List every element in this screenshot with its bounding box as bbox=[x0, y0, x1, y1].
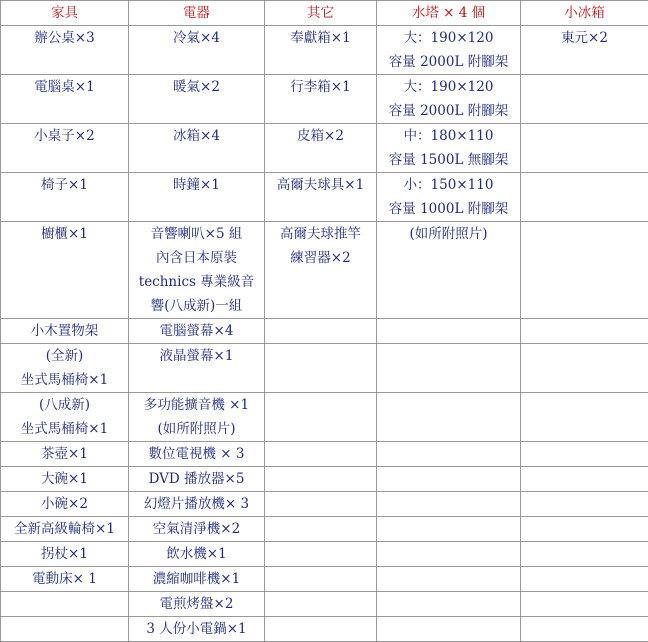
furniture-item-text: 坐式馬桶椅×1 bbox=[3, 368, 126, 392]
other-item-text: 高爾夫球具×1 bbox=[267, 173, 374, 197]
table-row bbox=[1, 592, 648, 617]
table-row bbox=[1, 124, 648, 173]
mini-fridge-cell bbox=[521, 467, 648, 492]
appliance-item-text: DVD 播放器×5 bbox=[131, 467, 262, 491]
water-tank-cell bbox=[377, 517, 521, 542]
furniture-item-text: 大碗×1 bbox=[3, 467, 126, 491]
other-item-text: 高爾夫球推竿 bbox=[267, 222, 374, 246]
furniture-item-text: 坐式馬桶椅×1 bbox=[3, 417, 126, 441]
water-tank-item-text: 容量 2000L 附腳架 bbox=[379, 99, 518, 123]
other-cell bbox=[265, 567, 377, 592]
appliance-cell bbox=[129, 467, 265, 492]
other-cell bbox=[265, 517, 377, 542]
other-item-text: 皮箱×2 bbox=[267, 124, 374, 148]
water-tank-item-text: 小：150×110 bbox=[379, 173, 518, 197]
water-tank-item-text: 大：190×120 bbox=[379, 75, 518, 99]
water-tank-cell bbox=[377, 319, 521, 344]
header-water-tanks: 水塔 × 4 個 bbox=[377, 1, 521, 26]
furniture-cell bbox=[1, 124, 129, 173]
table-row bbox=[1, 517, 648, 542]
water-tank-cell bbox=[377, 173, 521, 222]
water-tank-cell bbox=[377, 26, 521, 75]
water-tank-item-text: 大：190×120 bbox=[379, 26, 518, 50]
appliance-cell bbox=[129, 319, 265, 344]
other-cell bbox=[265, 542, 377, 567]
furniture-item-text: 拐杖×1 bbox=[3, 542, 126, 566]
furniture-item-text: 茶壺×1 bbox=[3, 442, 126, 466]
appliance-cell bbox=[129, 442, 265, 467]
mini-fridge-cell bbox=[521, 319, 648, 344]
appliance-cell bbox=[129, 26, 265, 75]
other-cell bbox=[265, 592, 377, 617]
other-cell bbox=[265, 344, 377, 393]
other-cell bbox=[265, 617, 377, 642]
water-tank-cell bbox=[377, 467, 521, 492]
furniture-cell bbox=[1, 26, 129, 75]
water-tank-cell bbox=[377, 393, 521, 442]
appliance-cell bbox=[129, 222, 265, 319]
appliance-item-text: 3 人份小電鍋×1 bbox=[131, 617, 262, 641]
furniture-cell bbox=[1, 173, 129, 222]
table-row bbox=[1, 75, 648, 124]
water-tank-cell bbox=[377, 567, 521, 592]
furniture-item-text: (八成新) bbox=[3, 393, 126, 417]
water-tank-item-text: 中：180×110 bbox=[379, 124, 518, 148]
appliance-item-text: 飲水機×1 bbox=[131, 542, 262, 566]
furniture-item-text: 電動床× 1 bbox=[3, 567, 126, 591]
table-row bbox=[1, 567, 648, 592]
other-cell bbox=[265, 222, 377, 319]
mini-fridge-cell bbox=[521, 124, 648, 173]
water-tank-item-text: 容量 1500L 無腳架 bbox=[379, 148, 518, 172]
furniture-cell bbox=[1, 567, 129, 592]
furniture-item-text: 全新高級輪椅×1 bbox=[3, 517, 126, 541]
appliance-item-text: 空氣清淨機×2 bbox=[131, 517, 262, 541]
other-item-text: 奉獻箱×1 bbox=[267, 26, 374, 50]
furniture-item-text: 椅子×1 bbox=[3, 173, 126, 197]
water-tank-cell bbox=[377, 222, 521, 319]
mini-fridge-cell bbox=[521, 567, 648, 592]
mini-fridge-cell bbox=[521, 517, 648, 542]
appliance-item-text: 冷氣×4 bbox=[131, 26, 262, 50]
other-cell bbox=[265, 442, 377, 467]
mini-fridge-cell bbox=[521, 393, 648, 442]
other-cell bbox=[265, 393, 377, 442]
furniture-item-text: 電腦桌×1 bbox=[3, 75, 126, 99]
other-cell bbox=[265, 467, 377, 492]
table-row bbox=[1, 542, 648, 567]
mini-fridge-cell bbox=[521, 75, 648, 124]
furniture-cell bbox=[1, 393, 129, 442]
mini-fridge-item-text: 東元×2 bbox=[523, 26, 646, 50]
appliance-item-text: 多功能擴音機 ×1 bbox=[131, 393, 262, 417]
appliance-item-text: 電腦螢幕×4 bbox=[131, 319, 262, 343]
furniture-cell bbox=[1, 517, 129, 542]
furniture-cell bbox=[1, 467, 129, 492]
appliance-cell bbox=[129, 617, 265, 642]
table-row bbox=[1, 617, 648, 642]
appliance-cell bbox=[129, 517, 265, 542]
furniture-item-text: 辦公桌×3 bbox=[3, 26, 126, 50]
table-row bbox=[1, 319, 648, 344]
water-tank-cell bbox=[377, 442, 521, 467]
appliance-cell bbox=[129, 344, 265, 393]
appliance-item-text: 冰箱×4 bbox=[131, 124, 262, 148]
mini-fridge-cell bbox=[521, 173, 648, 222]
header-appliances: 電器 bbox=[129, 1, 265, 26]
appliance-item-text: 內含日本原裝 bbox=[131, 246, 262, 270]
water-tank-cell bbox=[377, 344, 521, 393]
water-tank-cell bbox=[377, 592, 521, 617]
mini-fridge-cell bbox=[521, 492, 648, 517]
appliance-cell bbox=[129, 393, 265, 442]
furniture-cell bbox=[1, 75, 129, 124]
table-row bbox=[1, 222, 648, 319]
other-cell bbox=[265, 319, 377, 344]
other-cell bbox=[265, 75, 377, 124]
appliance-cell bbox=[129, 75, 265, 124]
furniture-cell bbox=[1, 592, 129, 617]
other-cell bbox=[265, 124, 377, 173]
table-row bbox=[1, 173, 648, 222]
appliance-cell bbox=[129, 567, 265, 592]
mini-fridge-cell bbox=[521, 617, 648, 642]
appliance-cell bbox=[129, 492, 265, 517]
water-tank-item-text: (如所附照片) bbox=[379, 222, 518, 246]
water-tank-item-text: 容量 2000L 附腳架 bbox=[379, 50, 518, 74]
appliance-item-text: 濃縮咖啡機×1 bbox=[131, 567, 262, 591]
appliance-cell bbox=[129, 173, 265, 222]
mini-fridge-cell bbox=[521, 542, 648, 567]
furniture-item-text: (全新) bbox=[3, 344, 126, 368]
furniture-cell bbox=[1, 222, 129, 319]
table-row bbox=[1, 26, 648, 75]
appliance-item-text: technics 專業級音 bbox=[131, 270, 262, 294]
furniture-item-text: 小碗×2 bbox=[3, 492, 126, 516]
water-tank-cell bbox=[377, 617, 521, 642]
furniture-cell bbox=[1, 442, 129, 467]
table-row bbox=[1, 442, 648, 467]
appliance-cell bbox=[129, 542, 265, 567]
appliance-item-text: 暖氣×2 bbox=[131, 75, 262, 99]
other-item-text: 行李箱×1 bbox=[267, 75, 374, 99]
mini-fridge-cell bbox=[521, 26, 648, 75]
other-cell bbox=[265, 492, 377, 517]
appliance-item-text: 音響喇叭×5 組 bbox=[131, 222, 262, 246]
water-tank-item-text: 容量 1000L 附腳架 bbox=[379, 197, 518, 221]
furniture-cell bbox=[1, 617, 129, 642]
appliance-item-text: 時鐘×1 bbox=[131, 173, 262, 197]
appliance-cell bbox=[129, 592, 265, 617]
table-row bbox=[1, 467, 648, 492]
other-cell bbox=[265, 26, 377, 75]
appliance-item-text: 幻燈片播放機× 3 bbox=[131, 492, 262, 516]
appliance-item-text: 響(八成新)一組 bbox=[131, 294, 262, 318]
appliance-item-text: 液晶螢幕×1 bbox=[131, 344, 262, 368]
inventory-body bbox=[1, 26, 648, 642]
water-tank-cell bbox=[377, 492, 521, 517]
appliance-cell bbox=[129, 124, 265, 173]
water-tank-cell bbox=[377, 542, 521, 567]
furniture-item-text: 小桌子×2 bbox=[3, 124, 126, 148]
table-row bbox=[1, 492, 648, 517]
furniture-cell bbox=[1, 344, 129, 393]
table-row bbox=[1, 344, 648, 393]
mini-fridge-cell bbox=[521, 442, 648, 467]
furniture-cell bbox=[1, 319, 129, 344]
header-furniture: 家具 bbox=[1, 1, 129, 26]
header-others: 其它 bbox=[265, 1, 377, 26]
mini-fridge-cell bbox=[521, 344, 648, 393]
table-row bbox=[1, 393, 648, 442]
furniture-item-text: 小木置物架 bbox=[3, 319, 126, 343]
water-tank-cell bbox=[377, 124, 521, 173]
appliance-item-text: 數位電視機 × 3 bbox=[131, 442, 262, 466]
water-tank-cell bbox=[377, 75, 521, 124]
appliance-item-text: 電煎烤盤×2 bbox=[131, 592, 262, 616]
header-row bbox=[1, 1, 648, 26]
furniture-cell bbox=[1, 542, 129, 567]
other-cell bbox=[265, 173, 377, 222]
appliance-item-text: (如所附照片) bbox=[131, 417, 262, 441]
mini-fridge-cell bbox=[521, 222, 648, 319]
other-item-text: 練習器×2 bbox=[267, 246, 374, 270]
header-mini-fridge: 小冰箱 bbox=[521, 1, 648, 26]
furniture-item-text: 櫥櫃×1 bbox=[3, 222, 126, 246]
mini-fridge-cell bbox=[521, 592, 648, 617]
furniture-cell bbox=[1, 492, 129, 517]
